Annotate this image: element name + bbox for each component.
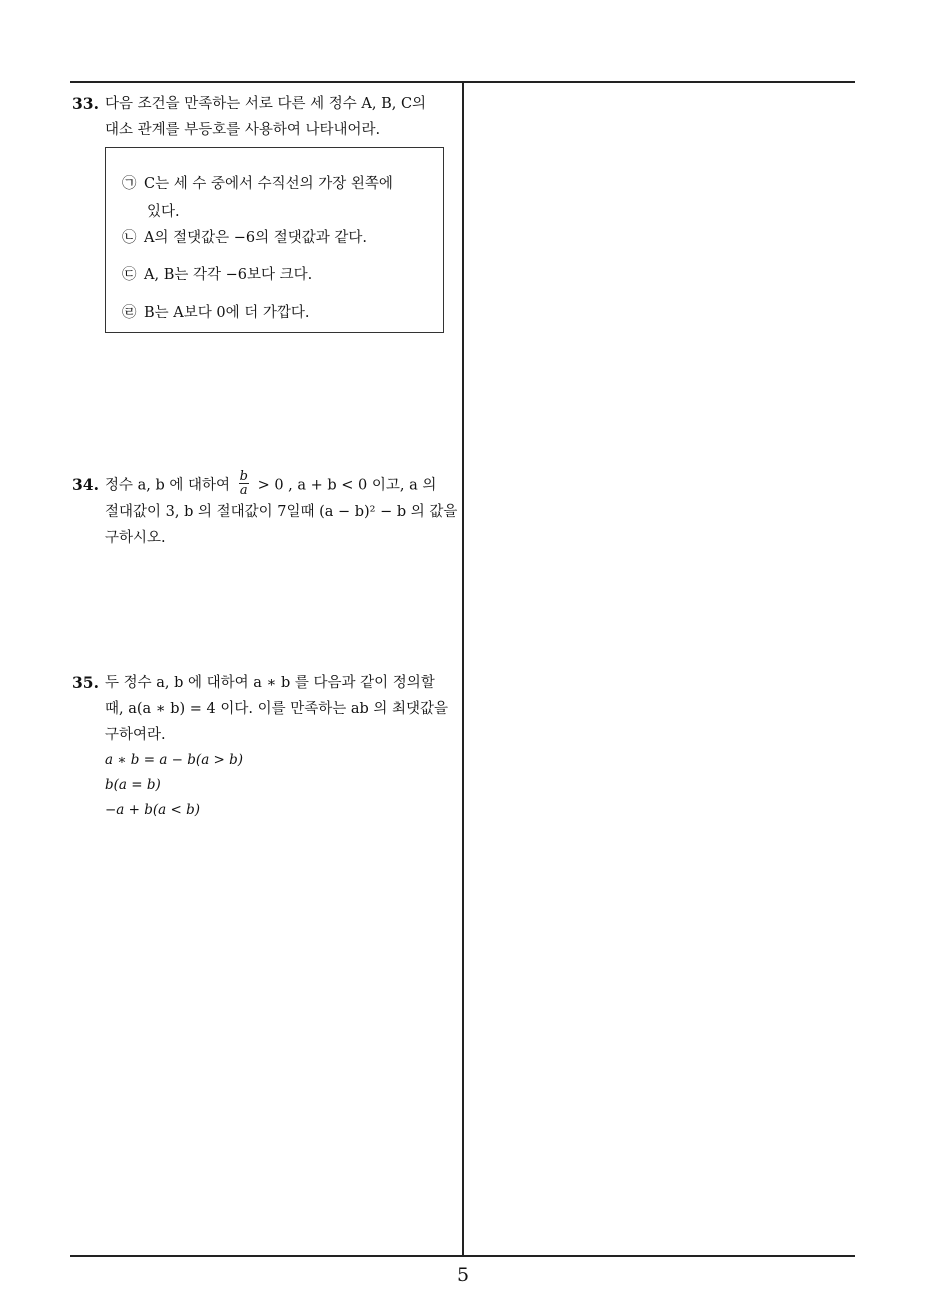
- condition-text: C는 세 수 중에서 수직선의 가장 왼쪽에: [144, 176, 393, 192]
- condition-text: A, B는 각각 −6보다 크다.: [144, 267, 313, 283]
- condition-text: B는 A보다 0에 더 가깝다.: [144, 305, 310, 321]
- condition-marker: ㉣: [122, 305, 137, 321]
- problem-text-line-1: 두 정수 a, b 에 대하여 a ∗ b 를 다음과 같이 정의할: [105, 675, 435, 691]
- condition-1: [122, 170, 432, 226]
- fraction-denominator: a: [239, 483, 248, 498]
- problem-text-line-1: 다음 조건을 만족하는 서로 다른 세 정수 A, B, C의: [105, 96, 427, 112]
- condition-2: [122, 224, 432, 252]
- problem-text-line-2: 절대값이 3, b 의 절대값이 7일때 (a − b)² − b 의 값을: [105, 504, 458, 520]
- definition-case-2: b(a = b): [105, 777, 161, 793]
- problem-text-suffix: > 0 , a + b < 0 이고, a 의: [257, 477, 437, 494]
- column-divider: [462, 82, 464, 1256]
- footer-rule: [70, 1255, 855, 1257]
- fraction-numerator: b: [239, 469, 248, 484]
- page-number: 5: [456, 1264, 470, 1286]
- problem-text-line-2: 때, a(a ∗ b) = 4 이다. 이를 만족하는 ab 의 최댓값을: [105, 701, 449, 717]
- condition-text: A의 절댓값은 −6의 절댓값과 같다.: [144, 230, 367, 246]
- problem-33: [72, 91, 458, 143]
- problem-number: 34.: [72, 475, 99, 494]
- condition-marker: ㉡: [122, 230, 137, 246]
- conditions-box: [105, 147, 444, 333]
- problem-text-prefix: 정수 a, b 에 대하여: [105, 477, 231, 494]
- definition-case-3: −a + b(a < b): [105, 802, 201, 818]
- condition-4: [122, 299, 432, 327]
- problem-text-line-1: [105, 469, 458, 499]
- condition-marker: ㉢: [122, 267, 137, 283]
- problem-number: 33.: [72, 94, 99, 113]
- problem-35: [72, 670, 458, 823]
- problem-34: [72, 469, 458, 551]
- condition-3: [122, 261, 432, 289]
- problem-text-line-3: 구하시오.: [105, 530, 166, 546]
- problem-text-line-2: 대소 관계를 부등호를 사용하여 나타내어라.: [105, 122, 381, 138]
- definition-case-1: a ∗ b = a − b(a > b): [105, 752, 244, 768]
- condition-marker: ㉠: [122, 176, 137, 192]
- condition-text-continued: 있다.: [147, 204, 180, 220]
- problem-text-line-3: 구하여라.: [105, 727, 166, 743]
- problem-number: 35.: [72, 673, 99, 692]
- fraction-b-over-a: [239, 470, 249, 497]
